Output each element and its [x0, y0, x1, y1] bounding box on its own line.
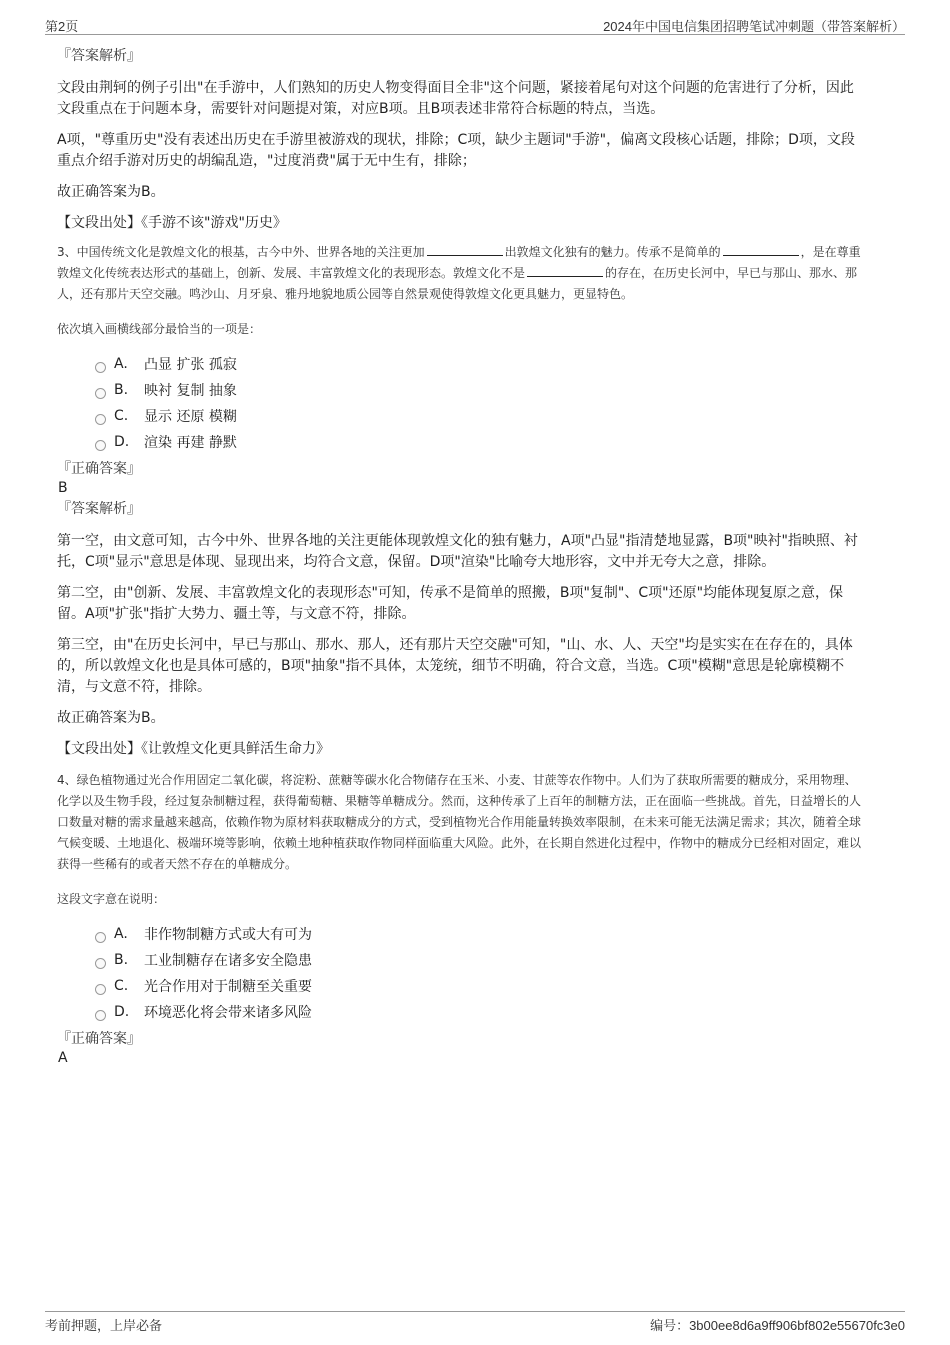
analysis-paragraph: 第三空，由"在历史长河中，早已与那山、那水、那人，还有那片天空交融"可知，"山、水、人、天空"均是实实在在存在的，具体的，所以敦煌文化也是具体可感的，B项"抽象"指不具体，太笼统，细节不明确，符合文意，当选。C项"模糊"意思是轮廓模糊不清，与文意不符，排除。: [57, 637, 853, 695]
option-d[interactable]: D. 渲染 再建 静默: [95, 429, 867, 455]
analysis-paragraph: 第二空，由"创新、发展、丰富敦煌文化的表现形态"可知，传承不是简单的照搬，B项"复制"、C项"还原"均能体现复原之意，保留。A项"扩张"指扩大势力、疆土等，与文意不符，排除。: [57, 585, 844, 622]
analysis-paragraph: 文段由荆轲的例子引出"在手游中，人们熟知的历史人物变得面目全非"这个问题，紧接着尾句对这个问题的危害进行了分析，因此文段重点在于问题本身，需要针对问题提对策，对应B项。且B项表述非常符合标题的特点，当选。: [57, 80, 854, 117]
option-b[interactable]: B. 映衬 复制 抽象: [95, 377, 867, 403]
question-4-text: 4、绿色植物通过光合作用固定二氧化碳，将淀粉、蔗糖等碳水化合物储存在玉米、小麦、甘蔗等农作物中。人们为了获取所需要的糖成分，采用物理、化学以及生物手段，经过复杂制糖过程，获得葡萄糖、果糖等单糖成分。然而，这种传承了上百年的制糖方法，正在面临一些挑战。首先，日益增长的人口数量对糖的需求量越来越高，依赖作物为原材料获取糖成分的方式，受到植物光合作用能量转换效率限制，在未来可能无法满足需求；其次，随着全球气候变暖、土地退化、极端环境等影响，依赖土地种植获取作物同样面临重大风险。此外，在长期自然进化过程中，作物中的糖成分已经相对固定，难以获得一些稀有的或者天然不存在的单糖成分。: [57, 773, 862, 871]
blank-1: [427, 242, 503, 256]
option-a[interactable]: A. 凸显 扩张 孤寂: [95, 351, 867, 377]
analysis-conclusion: 故正确答案为B。: [57, 184, 165, 200]
page-footer: [45, 1311, 905, 1332]
option-c[interactable]: C. 光合作用对于制糖至关重要: [95, 973, 867, 999]
footer-slogan: 考前押题，上岸必备: [45, 1318, 163, 1333]
correct-answer-label: 『正确答案』: [57, 461, 141, 477]
analysis-label: 『答案解析』: [57, 48, 141, 64]
analysis-paragraph: A项，"尊重历史"没有表述出历史在手游里被游戏的现状，排除；C项，缺少主题词"手游"，偏离文段核心话题，排除；D项，文段重点介绍手游对历史的胡编乱造，"过度消费"属于无中生有，排除；: [57, 132, 855, 169]
page-content: [57, 46, 867, 1067]
question-3-text: 3、中国传统文化是敦煌文化的根基，古今中外、世界各地的关注更加 出敦煌文化独有的魅力。传承不是简单的 ，是在尊重敦煌文化传统表达形式的基础上，创新、发展、丰富敦煌文化的表现形态。敦煌文化不是 的存在，在历史长河中，早已与那山、那水、那人，还有那片天空交融。鸣沙山、月牙泉、雅丹地貌地质公园等自然景观使得敦煌文化更具魅力，更显特色。: [57, 242, 867, 305]
question-3-prompt: 依次填入画横线部分最恰当的一项是：: [57, 322, 262, 336]
source-citation: 【文段出处】《手游不该"游戏"历史》: [57, 215, 287, 231]
radio-button[interactable]: [95, 1010, 106, 1021]
radio-button[interactable]: [95, 388, 106, 399]
correct-answer: B: [58, 480, 68, 496]
blank-3: [527, 263, 603, 277]
radio-button[interactable]: [95, 932, 106, 943]
blank-2: [723, 242, 799, 256]
option-b[interactable]: B. 工业制糖存在诸多安全隐患: [95, 947, 867, 973]
radio-button[interactable]: [95, 958, 106, 969]
radio-button[interactable]: [95, 440, 106, 451]
option-d[interactable]: D. 环境恶化将会带来诸多风险: [95, 999, 867, 1025]
question-4-prompt: 这段文字意在说明：: [57, 892, 166, 906]
correct-answer-label: 『正确答案』: [57, 1031, 141, 1047]
analysis-label: 『答案解析』: [57, 501, 141, 517]
document-title: 2024年中国电信集团招聘笔试冲刺题（带答案解析）: [603, 19, 905, 34]
page-header: [45, 14, 905, 35]
radio-button[interactable]: [95, 414, 106, 425]
radio-button[interactable]: [95, 362, 106, 373]
source-citation: 【文段出处】《让敦煌文化更具鲜活生命力》: [57, 741, 330, 757]
question-3-options: [95, 351, 867, 455]
analysis-conclusion: 故正确答案为B。: [57, 710, 165, 726]
document-serial: 编号：3b00ee8d6a9ff906bf802e55670fc3e0: [650, 1318, 905, 1333]
radio-button[interactable]: [95, 984, 106, 995]
option-c[interactable]: C. 显示 还原 模糊: [95, 403, 867, 429]
question-4-options: [95, 921, 867, 1025]
page-number: 第2页: [45, 19, 79, 34]
option-a[interactable]: A. 非作物制糖方式或大有可为: [95, 921, 867, 947]
correct-answer: A: [58, 1050, 68, 1066]
analysis-paragraph: 第一空，由文意可知，古今中外、世界各地的关注更能体现敦煌文化的独有魅力，A项"凸显"指清楚地显露，B项"映衬"指映照、衬托，C项"显示"意思是体现、显现出来，均符合文意，保留。D项"渲染"比喻夸大地形容，文中并无夸大之意，排除。: [57, 533, 858, 570]
